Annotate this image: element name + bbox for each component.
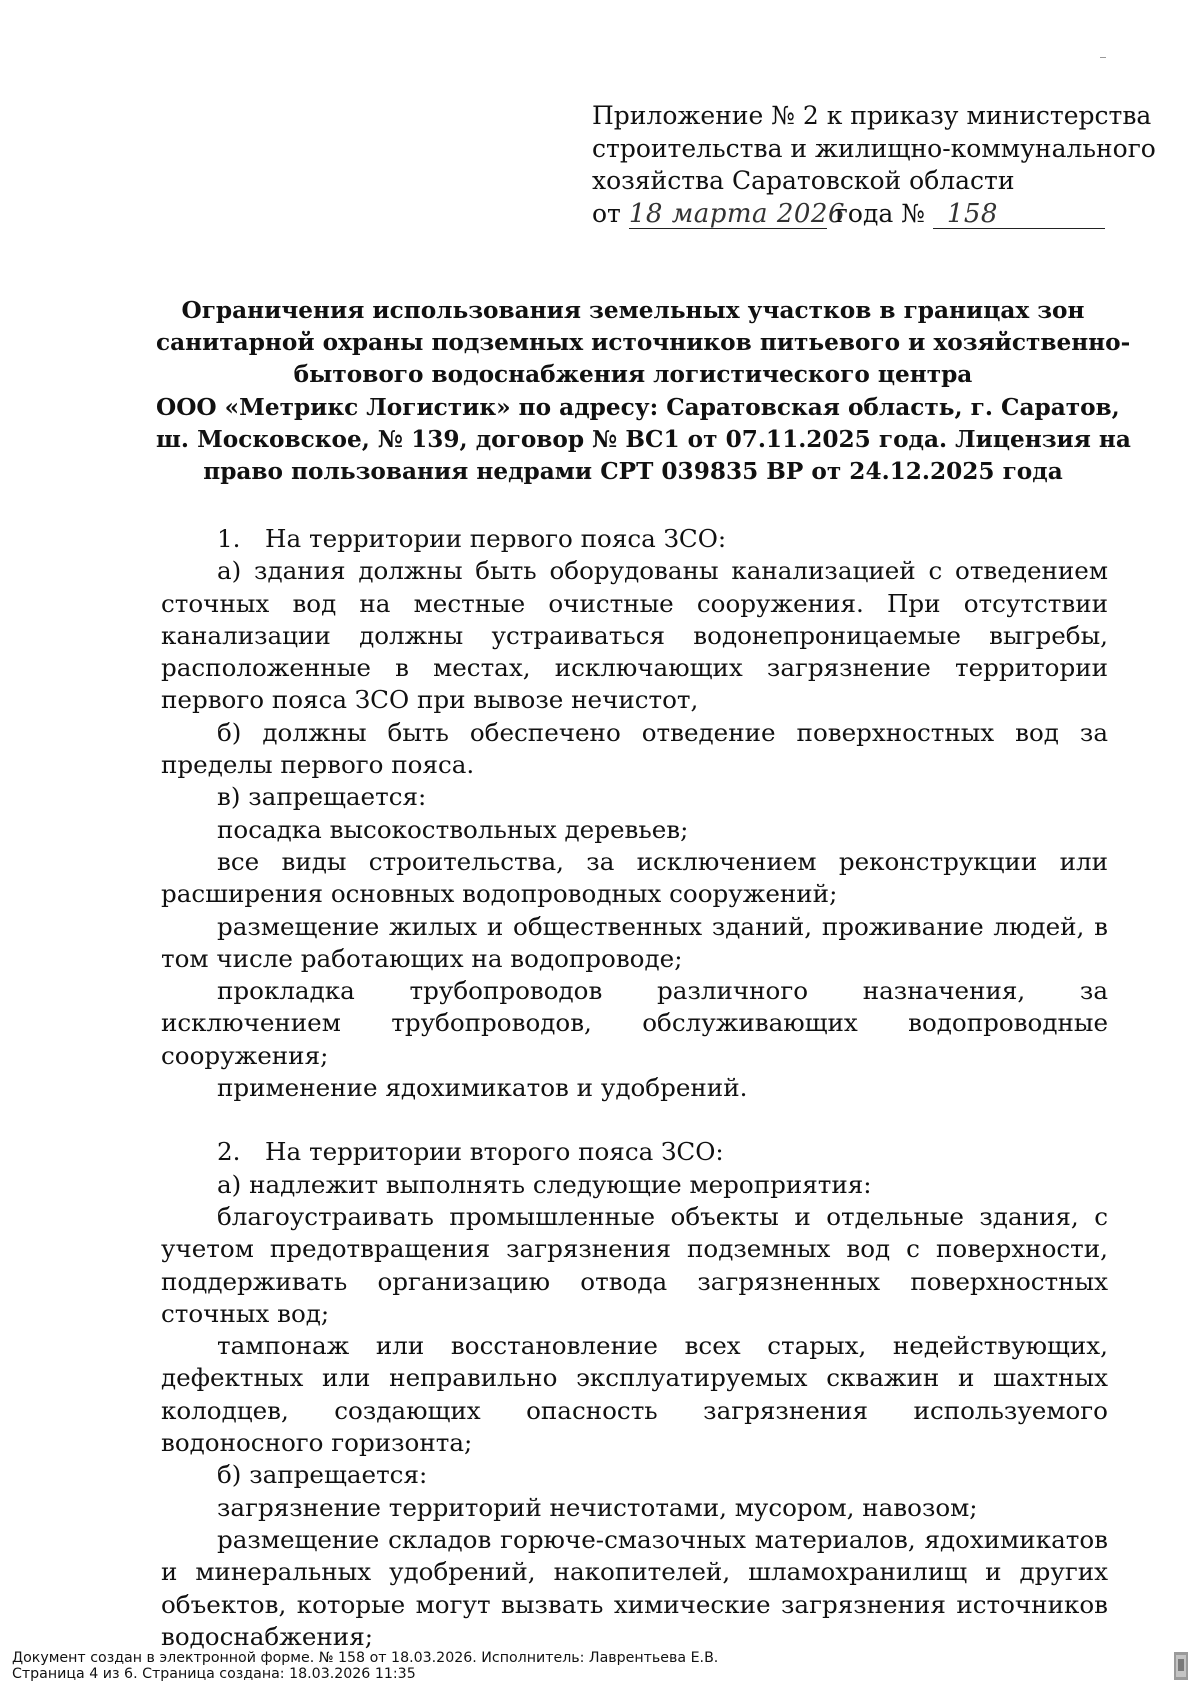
title-line: бытового водоснабжения логистического центра — [293, 361, 973, 389]
paragraph: размещение складов горюче-смазочных материалов, ядохимикатов и минеральных удобрений, накопителей, шламохранилищ и других объектов, которые могут вызвать химические загрязнения источников водоснабжения; — [161, 1524, 1108, 1651]
paragraph: прокладка трубопроводов различного назначения, за исключением трубопроводов, обслуживающих водопроводные сооружения; — [161, 976, 1108, 1070]
paragraph: а) здания должны быть оборудованы канализацией с отведением сточных вод на местные очистные сооружения. При отсутствии канализации должны устраиваться водонепроницаемые выгребы, расположенные в местах, исключающих загрязнение территории первого пояса ЗСО при вывозе нечистот, — [161, 556, 1108, 715]
footer-line: Страница 4 из 6. Страница создана: 18.03.2026 11:35 — [12, 1666, 416, 1682]
paragraph: размещение жилых и общественных зданий, проживание людей, в том числе работающих на водопроводе; — [161, 911, 1108, 973]
scan-mark — [1100, 57, 1106, 58]
title-line: санитарной охраны подземных источников питьевого и хозяйственно- — [156, 329, 1131, 357]
document-body — [161, 523, 1108, 1653]
section-gap — [161, 1104, 1108, 1136]
title-line: ш. Московское, № 139, договор № ВС1 от 07.11.2025 года. Лицензия на — [156, 425, 1131, 453]
paragraph: благоустраивать промышленные объекты и отдельные здания, с учетом предотвращения загрязнения подземных вод с поверхности, поддерживать организацию отвода загрязненных поверхностных сточных вод; — [161, 1201, 1108, 1328]
paragraph: применение ядохимикатов и удобрений. — [217, 1073, 748, 1103]
paragraph: посадка высокоствольных деревьев; — [217, 814, 689, 844]
year-number-label: года № — [834, 198, 925, 228]
paragraph: а) надлежит выполнять следующие мероприятия: — [217, 1169, 872, 1199]
title-line: ООО «Метрикс Логистик» по адресу: Саратовская область, г. Саратов, — [156, 393, 1120, 421]
appendix-line: хозяйства Саратовской области — [592, 166, 1015, 195]
appendix-line: Приложение № 2 к приказу министерства — [592, 101, 1152, 130]
section-heading: 2. На территории второго пояса ЗСО: — [217, 1137, 724, 1167]
coat-of-arms-icon — [1173, 1650, 1189, 1682]
order-date-line — [592, 198, 1112, 231]
appendix-line: строительства и жилищно-коммунального — [592, 133, 1156, 163]
paragraph: б) должны быть обеспечено отведение поверхностных вод за пределы первого пояса. — [161, 717, 1108, 780]
paragraph: загрязнение территорий нечистотами, мусором, навозом; — [217, 1492, 978, 1522]
section-heading: 1. На территории первого пояса ЗСО: — [217, 524, 727, 553]
paragraph: в) запрещается: — [217, 782, 427, 812]
appendix-header — [592, 100, 1156, 230]
from-label: от — [592, 198, 621, 228]
document-title — [156, 295, 1131, 488]
electronic-document-footer — [12, 1650, 718, 1682]
paragraph: все виды строительства, за исключением реконструкции или расширения основных водопроводных сооружений; — [161, 846, 1108, 909]
handwritten-date: 18 марта 2026 — [628, 198, 845, 229]
title-line: Ограничения использования земельных участков в границах зон — [181, 297, 1085, 324]
handwritten-order-number: 158 — [933, 200, 1105, 229]
paragraph: тампонаж или восстановление всех старых, недействующих, дефектных или неправильно эксплуатируемых скважин и шахтных колодцев, создающих опасность загрязнения используемого водоносного горизонта; — [161, 1331, 1108, 1458]
title-line: право пользования недрами СРТ 039835 ВР от 24.12.2025 года — [203, 458, 1063, 486]
paragraph: б) запрещается: — [217, 1460, 428, 1490]
footer-line: Документ создан в электронной форме. № 158 от 18.03.2026. Исполнитель: Лаврентьева Е.В. — [12, 1650, 719, 1666]
